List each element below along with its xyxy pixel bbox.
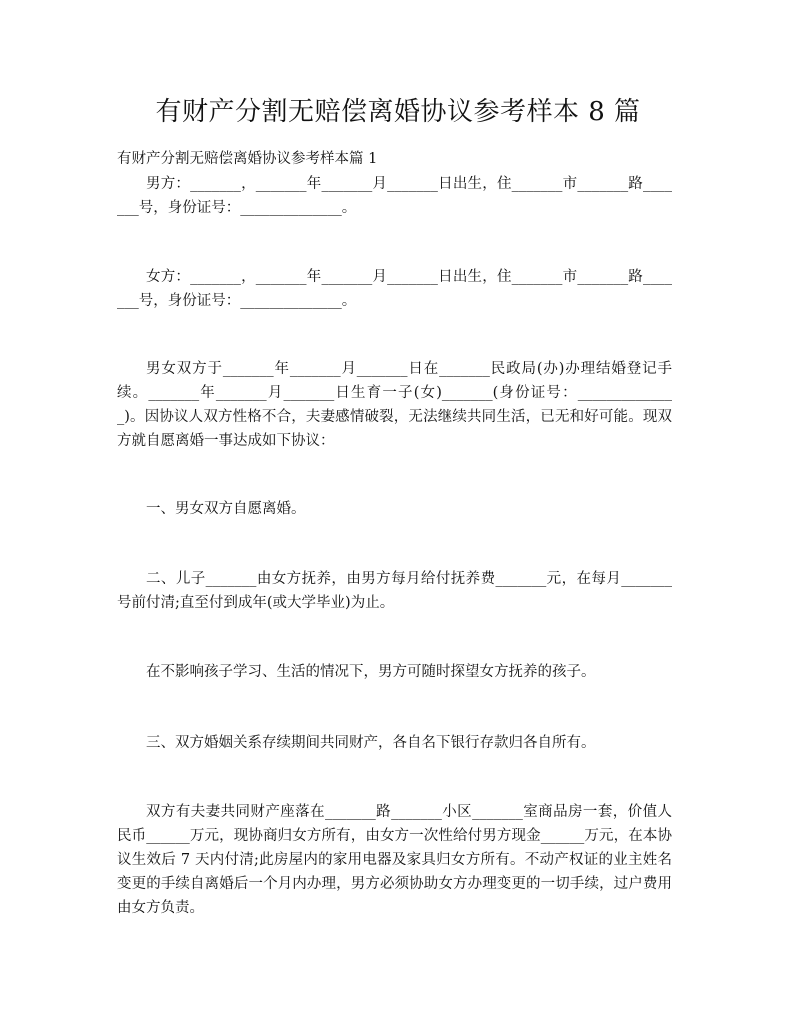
clause-three-paragraph: 三、双方婚姻关系存续期间共同财产，各自名下银行存款归各自所有。 <box>146 735 596 751</box>
male-party-paragraph: 男方：_______，_______年_______月_______日出生，住_______市_______路_______号，身份证号：______________。 <box>117 176 672 216</box>
clause-two-paragraph: 二、儿子_______由女方抚养，由男方每月给付抚养费_______元，在每月_______号前付清;直至付到成年(或大学毕业)为止。 <box>117 571 672 611</box>
clause-one-paragraph: 一、男女双方自愿离婚。 <box>146 501 306 517</box>
section-subtitle: 有财产分割无赔偿离婚协议参考样本篇 1 <box>117 151 378 167</box>
property-paragraph: 双方有夫妻共同财产座落在_______路_______小区_______室商品房一套，价值人民币______万元，现协商归女方所有，由女方一次性给付男方现金______万元，在本协议生效后 7 天内付清;此房屋内的家用电器及家具归女方所有。不动产权证的业主姓名变更的手续自离婚后一个月内办理，男方必须协助女方办理变更的一切手续，过户费用由女方负责。 <box>117 804 672 916</box>
document-title: 有财产分割无赔偿离婚协议参考样本 8 篇 <box>155 97 641 127</box>
agreement-intro-paragraph: 男女双方于_______年_______月_______日在_______民政局(办)办理结婚登记手续。_______年_______月_______日生育一子(女)_______(身份证号：______________)。因协议人双方性格不合，夫妻感情破裂，无法继续共同生活，已无和好可能。现双方就自愿离婚一事达成如下协议： <box>117 361 672 449</box>
female-party-paragraph: 女方：_______，_______年_______月_______日出生，住_______市_______路_______号，身份证号：______________。 <box>117 269 672 309</box>
visitation-paragraph: 在不影响孩子学习、生活的情况下，男方可随时探望女方抚养的孩子。 <box>146 664 596 680</box>
